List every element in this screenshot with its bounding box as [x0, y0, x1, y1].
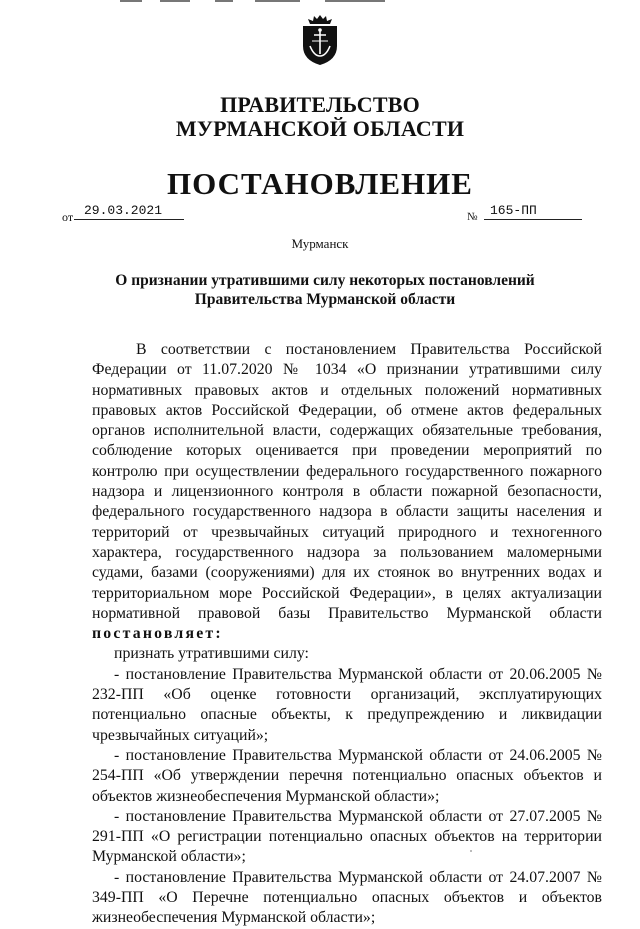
date-prefix: от — [62, 210, 74, 224]
resolves-word: постановляет: — [92, 625, 223, 643]
document-body — [92, 340, 602, 929]
document-type-heading: ПОСТАНОВЛЕНИЕ — [167, 166, 473, 201]
government-name-line2: МУРМАНСКОЙ ОБЛАСТИ — [175, 116, 465, 141]
list-item: - постановление Правительства Мурманской области от 20.06.2005 № 232-ПП «Об оценке готовности организаций, эксплуатирующих потенциально опасные объекты, к предупреждению и ликвидации чрезвычайных ситуаций»; — [92, 665, 602, 744]
number-prefix: № — [467, 211, 478, 223]
list-item: - постановление Правительства Мурманской области от 24.06.2005 № 254-ПП «Об утверждении перечня потенциально опасных объектов и объектов жизнеобеспечения Мурманской области»; — [92, 746, 602, 805]
document-number: 165-ПП — [484, 203, 582, 220]
list-item: - постановление Правительства Мурманской области от 24.07.2007 № 349-ПП «О Перечне потенциально опасных объектов и объектов жизнеобеспечения Мурманской области»; — [92, 868, 602, 927]
scan-top-marks — [120, 0, 390, 4]
city-name: Мурманск — [291, 236, 349, 251]
coat-of-arms-icon — [300, 14, 340, 66]
document-title-line2: Правительства Мурманской области — [194, 291, 456, 308]
scan-speck — [470, 850, 472, 852]
recognize-line: признать утратившими силу: — [114, 645, 309, 663]
document-title-line1: О признании утратившими силу некоторых постановлений — [115, 272, 535, 289]
intro-paragraph — [92, 340, 602, 644]
government-name-line1: ПРАВИТЕЛЬСТВО — [220, 92, 420, 117]
list-item: - постановление Правительства Мурманской области от 27.07.2005 № 291-ПП «О регистрации потенциально опасных объектов на территории Мурманской области»; — [92, 807, 602, 866]
intro-text: В соответствии с постановлением Правительства Российской Федерации от 11.07.2020 № 1034 «О признании утратившими силу нормативных правовых актов и отдельных положений нормативных правовых актов Российской Федерации, об отмене актов федеральных органов исполнительной власти, содержащих обязательные требования, соблюдение которых оценивается при проведении мероприятий по контролю при осуществлении федерального государственного пожарного надзора и лицензионного контроля в области пожарной безопасности, федерального государственного надзора в области защиты населения и территорий от чрезвычайных ситуаций природного и техногенного характера, государственного надзора за пользованием маломерными судами, базами (сооружениями) для их стоянок во внутренних водах и территориальном море Российской Федерации», в целях актуализации нормативной правовой базы Правительство Мурманской области — [92, 341, 602, 622]
document-date: 29.03.2021 — [74, 203, 184, 220]
